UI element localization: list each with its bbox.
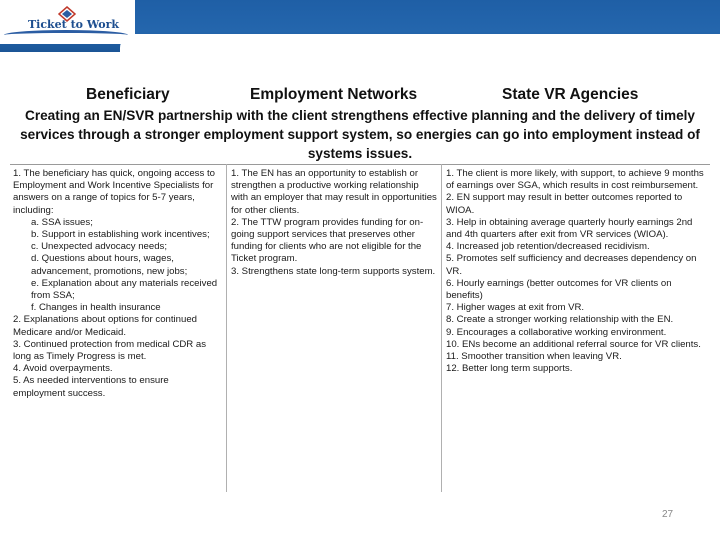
header-tab-shape (120, 34, 720, 52)
logo-text: Ticket to Work (28, 18, 120, 31)
list-item: 2. The TTW program provides funding for on-going support services that preserves other funding for clients who are not eligible for the Ticket program. (231, 216, 424, 265)
list-item: 3. Strengthens state long-term supports system. (231, 265, 436, 277)
column-divider (226, 164, 227, 492)
list-item: 9. Encourages a collaborative working environment. (446, 326, 667, 338)
list-item: 4. Increased job retention/decreased recidivism. (446, 241, 650, 253)
ticket-to-work-logo[interactable] (0, 0, 135, 44)
list-item: 8. Create a stronger working relationship with the EN. (446, 314, 674, 326)
beneficiary-list (13, 168, 221, 400)
list-item: 5. As needed interventions to ensure employment success. (13, 375, 169, 399)
header-band (0, 0, 720, 52)
list-subitem: d. Questions about hours, wages, advancement, promotions, new jobs; (31, 253, 188, 277)
list-subitem: b. Support in establishing work incentives; (31, 229, 210, 241)
list-item: 2. Explanations about options for continued Medicare and/or Medicaid. (13, 314, 198, 338)
logo-swoosh (4, 30, 128, 40)
slide-subtitle: Creating an EN/SVR partnership with the client strengthens effective planning and the delivery of timely services through a stronger employment support system, so energies can go into employment instead of systems issues. (20, 108, 700, 161)
list-subitem: c. Unexpected advocacy needs; (31, 241, 167, 253)
list-item: 2. EN support may result in better outcomes reported to WIOA. (446, 192, 683, 216)
column-divider (441, 164, 442, 492)
table-top-rule (10, 164, 710, 165)
page-number: 27 (662, 509, 674, 520)
list-item: 1. The beneficiary has quick, ongoing access to Employment and Work Incentive Specialists for answers on a range of topics for 5-7 years, including: (13, 168, 215, 216)
list-item: 12. Better long term supports. (446, 363, 573, 375)
employment-networks-list (231, 168, 437, 278)
list-item: 10. ENs become an additional referral source for VR clients. (446, 338, 701, 350)
column-title-beneficiary: Beneficiary (86, 86, 170, 103)
column-title-employment-networks: Employment Networks (250, 86, 418, 103)
column-title-state-vr-agencies: State VR Agencies (502, 86, 639, 103)
list-item: 1. The EN has an opportunity to establish or strengthen a productive working relationship with an employer that may result in opportunities for other clients. (231, 168, 437, 216)
state-vr-list (446, 168, 708, 375)
list-subitem: a. SSA issues; (31, 216, 93, 228)
list-item: 7. Higher wages at exit from VR. (446, 302, 585, 314)
list-item: 3. Continued protection from medical CDR as long as Timely Progress is met. (13, 338, 207, 363)
list-item: 11. Smoother transition when leaving VR. (446, 351, 622, 363)
list-item: 5. Promotes self sufficiency and decreases dependency on VR. (446, 253, 697, 277)
list-subitem: e. Explanation about any materials received from SSA; (31, 277, 218, 302)
list-item: 1. The client is more likely, with support, to achieve 9 months of earnings over SGA, which results in cost reimbursement. (446, 168, 704, 192)
list-subitem: f. Changes in health insurance (31, 302, 161, 314)
list-item: 6. Hourly earnings (better outcomes for VR clients on benefits) (446, 277, 672, 302)
list-item: 3. Help in obtaining average quarterly hourly earnings 2nd and 4th quarters after exit from VR services (WIOA). (446, 216, 693, 241)
list-item: 4. Avoid overpayments. (13, 363, 113, 375)
